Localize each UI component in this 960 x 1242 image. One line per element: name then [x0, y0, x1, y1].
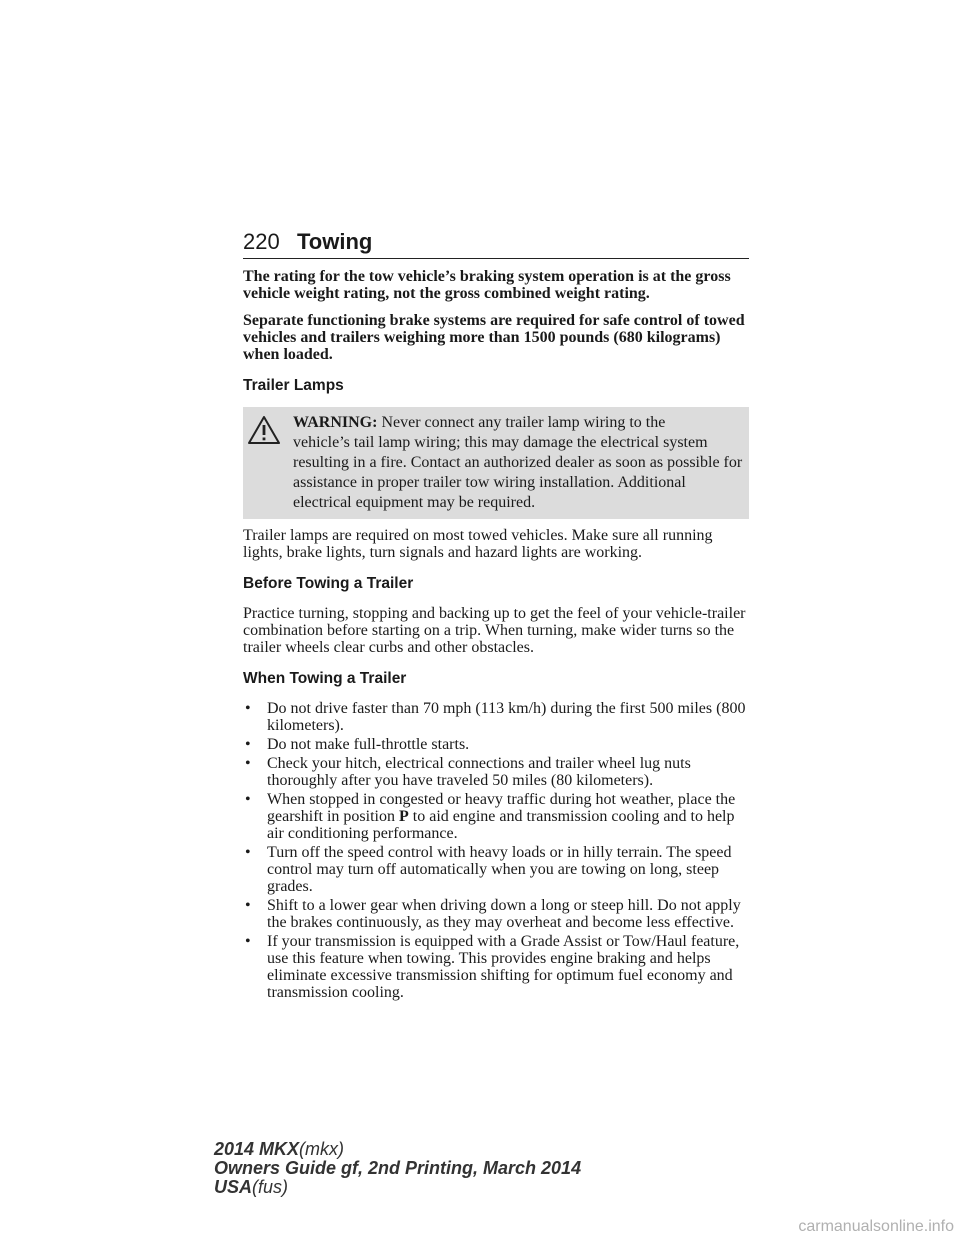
list-item-text: If your transmission is equipped with a Grade Assist or Tow/Haul feature, use this feature when towing. This provides engine braking and helps eliminate excessive transmission shifting for optimum fuel economy and transmission cooling. — [267, 933, 740, 1001]
footer-market-code: (fus) — [252, 1177, 289, 1197]
bullet-glyph: • — [245, 755, 251, 772]
bullet-glyph: • — [245, 897, 251, 914]
bullet-glyph: • — [245, 933, 251, 950]
footer-line-market — [214, 1178, 581, 1197]
page-header — [243, 228, 749, 259]
braking-rating-paragraph: The rating for the tow vehicle’s braking system operation is at the gross vehicle weight rating, not the gross combined weight rating. — [243, 268, 731, 302]
bullet-glyph: • — [245, 700, 251, 717]
bullet-glyph: • — [245, 736, 251, 753]
list-item — [243, 933, 749, 1001]
list-item — [243, 844, 749, 895]
bullet-glyph: • — [245, 791, 251, 808]
page-content — [243, 268, 749, 1003]
list-item-text: Shift to a lower gear when driving down a long or steep hill. Do not apply the brakes continuously, as they may overheat and become less effective. — [267, 897, 741, 931]
gear-position-p: P — [398, 808, 409, 825]
list-item — [243, 755, 749, 789]
list-item-text-a: When stopped in congested or heavy traffic during hot weather, place the gearshift in position — [267, 791, 736, 825]
list-item-text: Check your hitch, electrical connections and trailer wheel lug nuts thoroughly after you have traveled 50 miles (80 kilometers). — [267, 755, 691, 789]
list-item — [243, 736, 749, 753]
footer-model: 2014 MKX — [214, 1139, 300, 1159]
list-item-text: Turn off the speed control with heavy loads or in hilly terrain. The speed control may turn off automatically when you are towing on long, steep grades. — [267, 844, 732, 895]
warning-text-start: Never connect any trailer lamp wiring to the — [381, 414, 666, 431]
footer-guide-info: Owners Guide gf, 2nd Printing, March 2014 — [214, 1158, 582, 1178]
warning-label: WARNING: — [293, 414, 378, 431]
watermark: carmanualsonline.info — [798, 1218, 954, 1235]
document-footer — [214, 1140, 581, 1197]
brake-systems-paragraph: Separate functioning brake systems are required for safe control of towed vehicles and trailers weighing more than 1500 pounds (680 kilograms) when loaded. — [243, 312, 745, 363]
before-towing-body: Practice turning, stopping and backing up to get the feel of your vehicle-trailer combination before starting on a trip. When turning, make wider turns so the trailer wheels clear curbs and other obstacles. — [243, 605, 746, 656]
warning-first-line — [245, 413, 745, 433]
when-towing-heading: When Towing a Trailer — [243, 670, 407, 687]
page-number: 220 — [243, 229, 280, 254]
footer-model-code: (mkx) — [299, 1139, 345, 1159]
when-towing-list — [243, 700, 749, 1001]
list-item — [243, 791, 749, 842]
trailer-lamps-heading: Trailer Lamps — [243, 377, 344, 394]
bullet-glyph: • — [245, 844, 251, 861]
list-item-text: Do not drive faster than 70 mph (113 km/h) during the first 500 miles (800 kilometers). — [267, 700, 746, 734]
list-item-text: Do not make full-throttle starts. — [267, 736, 470, 753]
before-towing-heading: Before Towing a Trailer — [243, 575, 414, 592]
warning-rest-wrap — [245, 433, 745, 513]
list-item-text-b: to aid engine and transmission cooling and to help air conditioning performance. — [267, 808, 735, 842]
warning-triangle-icon — [247, 415, 281, 445]
warning-box — [243, 407, 749, 519]
footer-market: USA — [214, 1177, 253, 1197]
trailer-lamps-body: Trailer lamps are required on most towed vehicles. Make sure all running lights, brake lights, turn signals and hazard lights are working. — [243, 527, 713, 561]
list-item — [243, 897, 749, 931]
warning-text-rest: vehicle’s tail lamp wiring; this may damage the electrical system resulting in a fire. Contact an authorized dealer as soon as possible for assistance in proper trailer tow wiring installation. Additional electrical equipment may be required. — [293, 434, 743, 511]
footer-line-model — [214, 1140, 581, 1159]
section-title: Towing — [297, 229, 373, 254]
list-item — [243, 700, 749, 734]
